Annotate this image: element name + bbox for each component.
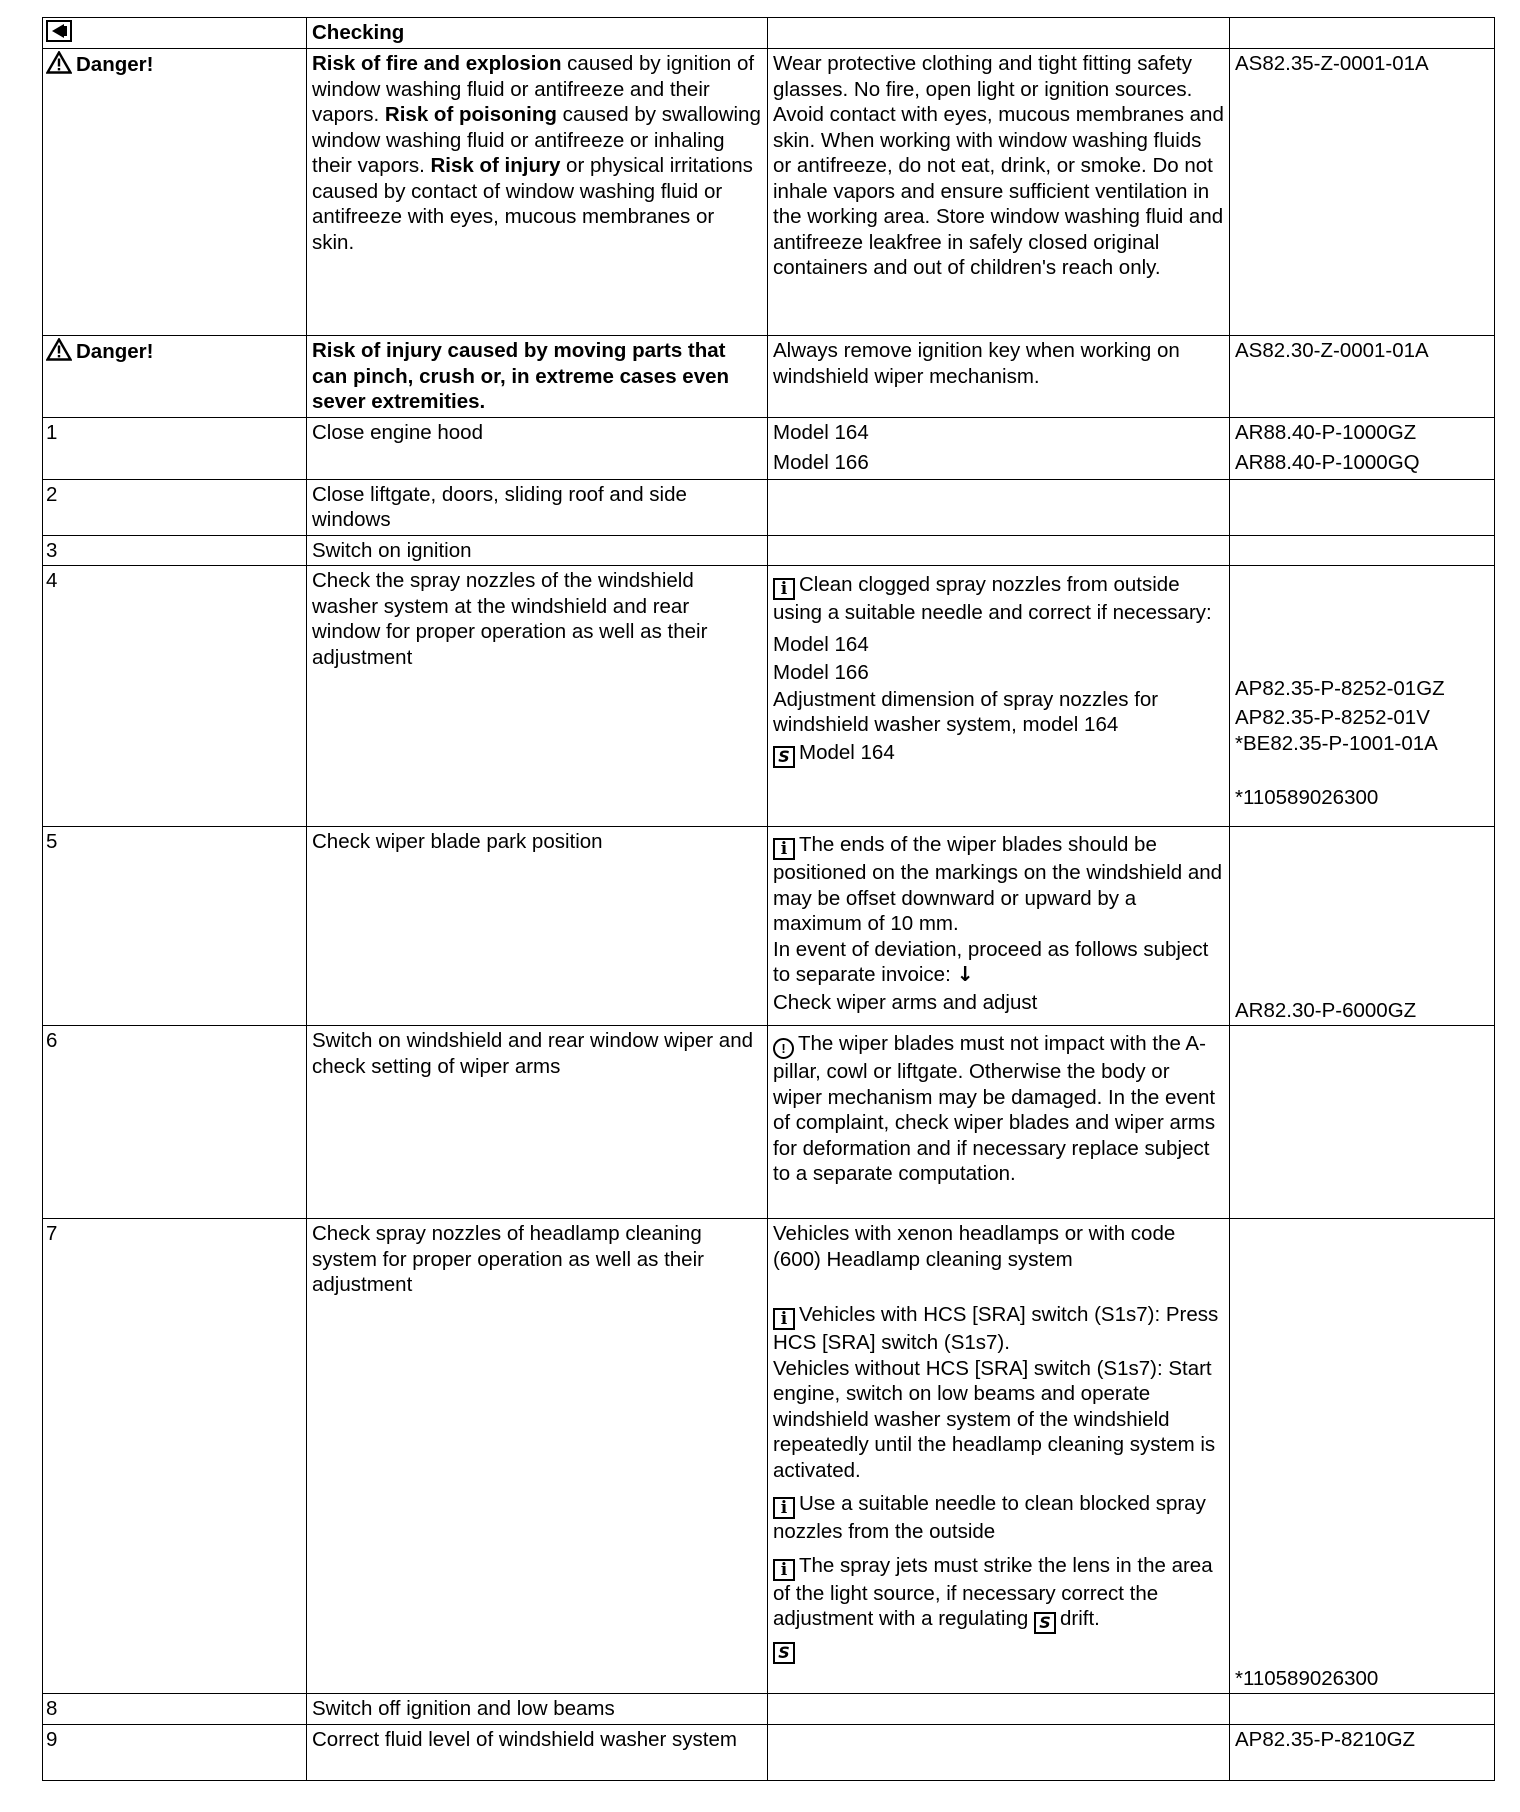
- step-number: 3: [43, 535, 307, 566]
- step-text: Check wiper blade park position: [307, 827, 768, 1026]
- risk-heading: Risk of poisoning: [384, 103, 557, 126]
- step-number: 5: [43, 827, 307, 1026]
- info-icon: i: [773, 838, 795, 860]
- deviation-note: In event of deviation, proceed as follows subject to separate invoice:: [773, 937, 1209, 986]
- step-reference[interactable]: AR88.40-P-1000GQ: [1235, 451, 1420, 474]
- step-reference[interactable]: AR88.40-P-1000GZ: [1235, 420, 1417, 444]
- warning-triangle-icon: [46, 51, 72, 81]
- info-icon: i: [773, 1559, 795, 1581]
- danger-measure-text: Wear protective clothing and tight fitting safety glasses. No fire, open light or ignition sources. Avoid contact with eyes, mucous membranes and skin. When working with window washing fluids or antifreeze, do not eat, drink, or smoke. Do not inhale vapors and ensure sufficient ventilation in the working area. Store window washing fluid and antifreeze leakfree in safely closed original containers and out of children's reach only.: [768, 49, 1230, 336]
- caution-note: The wiper blades must not impact with the A-pillar, cowl or liftgate. Otherwise the body or wiper mechanism may be damaged. In the event of complaint, check wiper blades and wiper arms for deformation and if necessary replace subject to a separate computation.: [773, 1032, 1216, 1185]
- vehicle-note: Vehicles with xenon headlamps or with code (600) Headlamp cleaning system: [773, 1222, 1176, 1271]
- special-tool-icon: S: [1034, 1612, 1056, 1634]
- step-note: Model 166: [773, 661, 869, 684]
- step-number: 9: [43, 1724, 307, 1780]
- risk-heading: Risk of fire and explosion: [312, 52, 562, 75]
- step-note: Adjustment dimension of spray nozzles for windshield washer system, model 164: [773, 687, 1159, 736]
- step-reference[interactable]: *BE82.35-P-1001-01A: [1235, 732, 1438, 755]
- danger-reference[interactable]: AS82.30-Z-0001-01A: [1230, 336, 1495, 418]
- procedure-table: [42, 17, 1495, 1781]
- table-row: [43, 1694, 1495, 1725]
- step-number: 6: [43, 1026, 307, 1219]
- step-text: Check the spray nozzles of the windshield washer system at the windshield and rear window for proper operation as well as their adjustment: [307, 566, 768, 827]
- info-note: drift.: [1059, 1607, 1100, 1630]
- table-row: [43, 1724, 1495, 1780]
- step-note: Check wiper arms and adjust: [773, 990, 1038, 1014]
- step-number: 7: [43, 1219, 307, 1694]
- risk-heading: Risk of injury caused by moving parts that can pinch, crush or, in extreme cases even sever extremities.: [312, 339, 730, 413]
- risk-text: or physical irritations caused by contact of window washing fluid or antifreeze with eyes, mucous membranes or skin.: [312, 154, 753, 254]
- danger-reference[interactable]: AS82.35-Z-0001-01A: [1230, 49, 1495, 336]
- info-note: The spray jets must strike the lens in the area of the light source, if necessary correct the adjustment with a regulating: [773, 1553, 1213, 1630]
- procedure-sheet: [42, 17, 1494, 1781]
- step-text: Close liftgate, doors, sliding roof and side windows: [307, 479, 768, 535]
- table-header-row: [43, 18, 1495, 49]
- info-note: Use a suitable needle to clean blocked spray nozzles from the outside: [773, 1492, 1206, 1543]
- tool-note: Model 164: [799, 740, 895, 764]
- step-text: Close engine hood: [307, 417, 768, 479]
- page-title: Checking: [312, 21, 405, 44]
- warning-triangle-icon: [46, 338, 72, 368]
- risk-heading: Risk of injury: [430, 154, 561, 177]
- step-note: Model 166: [773, 451, 869, 474]
- table-row: [43, 1219, 1495, 1694]
- table-row: [43, 827, 1495, 1026]
- table-row: [43, 535, 1495, 566]
- caution-icon: !: [773, 1038, 794, 1059]
- info-icon: i: [773, 578, 795, 600]
- danger-label: Danger!: [76, 53, 154, 76]
- table-row: [43, 417, 1495, 479]
- step-number: 4: [43, 566, 307, 827]
- table-row: [43, 479, 1495, 535]
- risk-text: caused by ignition of window washing fluid or antifreeze and their vapors.: [312, 52, 755, 126]
- info-note: Vehicles with HCS [SRA] switch (S1s7): Press HCS [SRA] switch (S1s7).: [773, 1303, 1219, 1354]
- step-number: 1: [43, 417, 307, 479]
- danger-risk-text: [307, 336, 768, 418]
- info-icon: i: [773, 1308, 795, 1330]
- tool-reference[interactable]: *110589026300: [1235, 785, 1379, 809]
- back-arrow-icon[interactable]: [46, 20, 72, 42]
- step-text: Switch on windshield and rear window wiper and check setting of wiper arms: [307, 1026, 768, 1219]
- info-icon: i: [773, 1497, 795, 1519]
- risk-text: caused by swallowing window washing fluid or antifreeze or inhaling their vapors.: [312, 103, 761, 177]
- danger-row: [43, 336, 1495, 418]
- step-reference[interactable]: AR82.30-P-6000GZ: [1235, 998, 1417, 1022]
- info-note: Vehicles without HCS [SRA] switch (S1s7): Start engine, switch on low beams and operate windshield washer system of the windshield repeatedly until the headlamp cleaning system is activated.: [773, 1356, 1216, 1482]
- special-tool-icon: S: [773, 746, 795, 768]
- danger-label: Danger!: [76, 340, 154, 363]
- step-reference[interactable]: AP82.35-P-8210GZ: [1230, 1724, 1495, 1780]
- step-note: Model 164: [773, 632, 869, 656]
- step-text: Switch on ignition: [307, 535, 768, 566]
- table-row: [43, 1026, 1495, 1219]
- down-arrow-icon: ↓: [956, 962, 974, 986]
- info-note: The ends of the wiper blades should be positioned on the markings on the windshield and may be offset downward or upward by a maximum of 10 mm.: [773, 833, 1223, 935]
- step-number: 8: [43, 1694, 307, 1725]
- step-text: Switch off ignition and low beams: [307, 1694, 768, 1725]
- table-row: [43, 566, 1495, 827]
- tool-reference[interactable]: *110589026300: [1235, 1666, 1379, 1690]
- step-note: Model 164: [773, 420, 869, 444]
- step-text: Correct fluid level of windshield washer system: [307, 1724, 768, 1780]
- step-text: Check spray nozzles of headlamp cleaning system for proper operation as well as their adjustment: [307, 1219, 768, 1694]
- special-tool-icon: S: [773, 1642, 795, 1664]
- danger-risk-text: [307, 49, 768, 336]
- step-reference[interactable]: AP82.35-P-8252-01V: [1235, 705, 1430, 729]
- danger-row: [43, 49, 1495, 336]
- danger-measure-text: Always remove ignition key when working on windshield wiper mechanism.: [768, 336, 1230, 418]
- info-note: Clean clogged spray nozzles from outside using a suitable needle and correct if necessary:: [773, 573, 1212, 624]
- step-reference[interactable]: AP82.35-P-8252-01GZ: [1235, 677, 1445, 700]
- step-number: 2: [43, 479, 307, 535]
